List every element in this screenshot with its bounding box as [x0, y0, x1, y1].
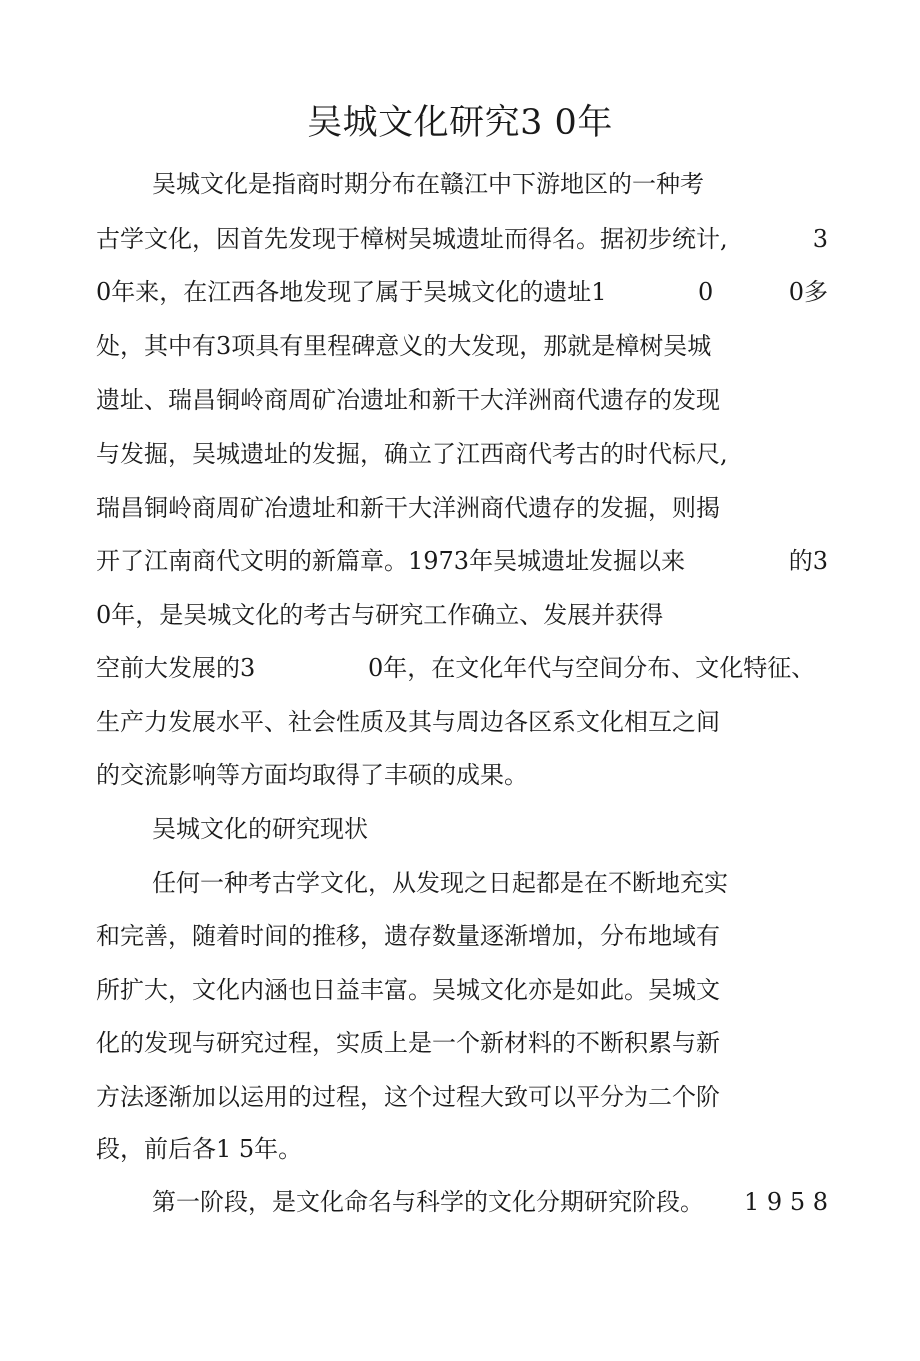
document-title: 吴城文化研究3 0年 [307, 103, 613, 143]
text-segment: 与发掘，吴城遗址的发掘，确立了江西商代考古的时代标尺, [96, 440, 728, 468]
text-segment: 段，前后各1 5年。 [96, 1135, 303, 1163]
text-segment: 化的发现与研究过程，实质上是一个新材料的不断积累与新 [96, 1029, 720, 1057]
text-segment: 生产力发展水平、社会性质及其与周边各区系文化相互之间 [96, 708, 720, 736]
text-segment: 遗址、瑞昌铜岭商周矿冶遗址和新干大洋洲商代遗存的发现 [96, 386, 720, 414]
text-segment: 吴城文化是指商时期分布在赣江中下游地区的一种考 [152, 170, 704, 198]
text-segment: 的交流影响等方面均取得了丰硕的成果。 [96, 761, 528, 789]
text-segment: 0 [698, 278, 714, 306]
text-segment: 0年，是吴城文化的考古与研究工作确立、发展并获得 [96, 601, 664, 629]
text-line [96, 648, 828, 688]
text-line [152, 1182, 828, 1222]
text-segment: 0年来，在江西各地发现了属于吴城文化的遗址1 [96, 278, 607, 306]
text-segment: 第一阶段，是文化命名与科学的文化分期研究阶段。 [152, 1188, 704, 1216]
text-segment: 处，其中有3项具有里程碑意义的大发现，那就是樟树吴城 [96, 332, 712, 360]
text-segment: 3 [812, 225, 828, 253]
text-segment: 和完善，随着时间的推移，遗存数量逐渐增加，分布地域有 [96, 922, 720, 950]
text-segment: 0年，在文化年代与空间分布、文化特征、 [368, 654, 816, 682]
text-line [96, 541, 828, 581]
text-segment: 瑞昌铜岭商周矿冶遗址和新干大洋洲商代遗存的发掘，则揭 [96, 494, 720, 522]
text-segment: 开了江南商代文明的新篇章。1973年吴城遗址发掘以来 [96, 547, 686, 575]
text-segment: 的3 [788, 547, 828, 575]
text-segment: 方法逐渐加以运用的过程，这个过程大致可以平分为二个阶 [96, 1083, 720, 1111]
text-segment: 吴城文化的研究现状 [152, 815, 368, 843]
text-segment: 所扩大，文化内涵也日益丰富。吴城文化亦是如此。吴城文 [96, 976, 720, 1004]
text-segment: 任何一种考古学文化，从发现之日起都是在不断地充实 [152, 869, 728, 897]
text-segment: 古学文化，因首先发现于樟树吴城遗址而得名。据初步统计, [96, 225, 728, 253]
text-line [96, 219, 828, 259]
text-segment: 空前大发展的3 [96, 654, 256, 682]
text-segment: 0多 [788, 278, 828, 306]
text-segment: 1 9 5 8 [744, 1188, 828, 1216]
text-line [96, 272, 828, 312]
